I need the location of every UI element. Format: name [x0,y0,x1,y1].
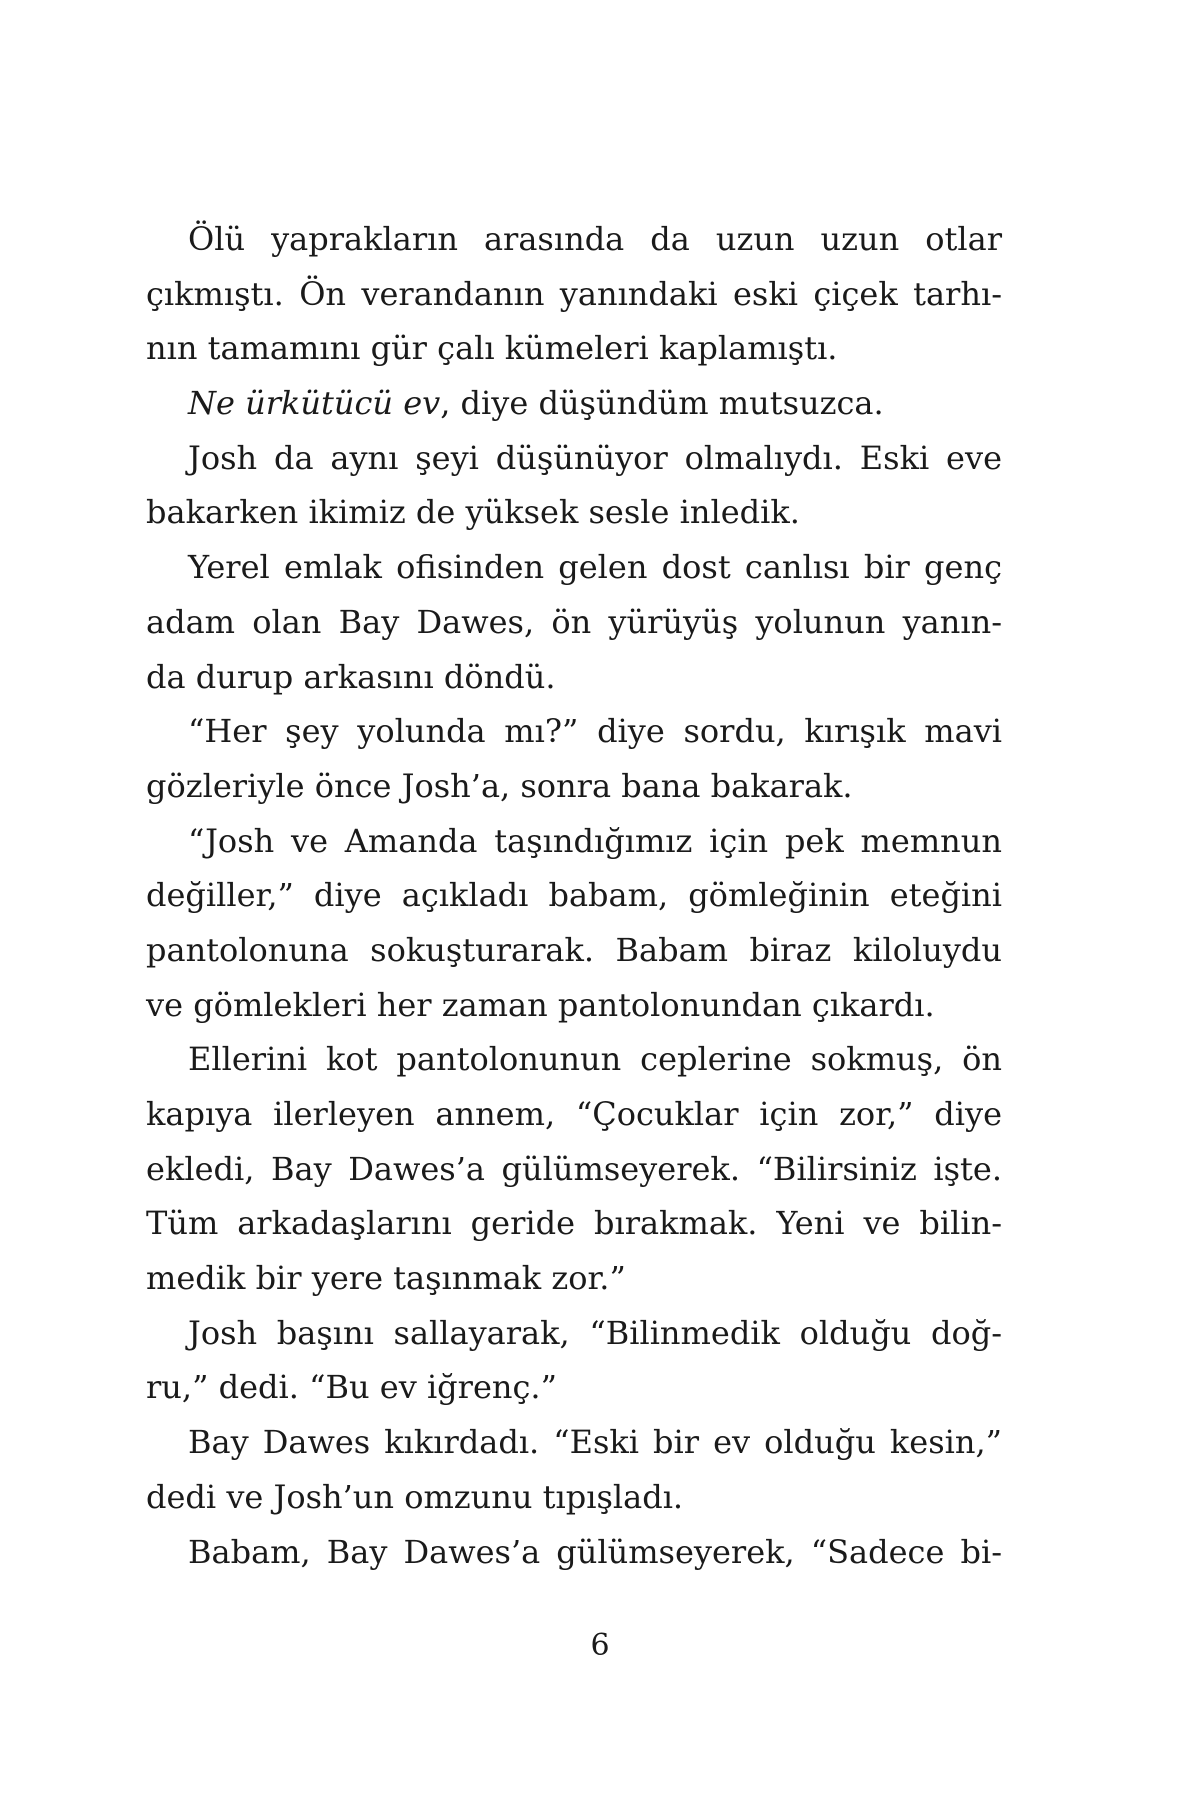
text-line: da durup arkasını döndü. [146,657,556,696]
text-line: dedi ve Josh’un omzunu tıpışladı. [146,1477,684,1516]
body-text [146,212,1002,1579]
text-line: Ellerini kot pantolonunun ceplerine sokmuş, ön [188,1040,1002,1079]
text-line: kapıya ilerleyen annem, “Çocuklar için zor,” diye [146,1095,1002,1133]
text-line: nın tamamını gür çalı kümeleri kaplamıştı. [146,329,838,368]
text-line: Babam, Bay Dawes’a gülümseyerek, “Sadece bi- [188,1532,1002,1571]
text-line: Josh da aynı şeyi düşünüyor olmalıydı. Eski eve [188,438,1002,477]
text-line: Josh başını sallayarak, “Bilinmedik olduğu doğ- [188,1313,1002,1352]
text-line: pantolonuna sokuşturarak. Babam biraz kiloluydu [146,930,1002,969]
text-line: Yerel emlak ofisinden gelen dost canlısı bir genç [188,548,1002,587]
text-line: bakarken ikimiz de yüksek sesle inledik. [146,493,800,532]
page-number: 6 [590,1628,610,1663]
text-line: Ölü yaprakların arasında da uzun uzun otlar [188,220,1002,258]
text-line: “Her şey yolunda mı?” diye sordu, kırışık mavi [188,712,1002,751]
text-line: Bay Dawes kıkırdadı. “Eski bir ev olduğu kesin,” [188,1423,1002,1462]
text-line [146,376,1002,431]
text-fragment: , diye düşündüm mutsuzca. [440,384,884,423]
text-line: ru,” dedi. “Bu ev iğrenç.” [146,1368,557,1407]
text-line: ekledi, Bay Dawes’a gülümseyerek. “Bilirsiniz işte. [146,1149,1002,1188]
text-line: gözleriyle önce Josh’a, sonra bana bakarak. [146,766,853,805]
text-line: Tüm arkadaşlarını geride bırakmak. Yeni ve bilin- [146,1204,1002,1243]
text-line: çıkmıştı. Ön verandanın yanındaki eski çiçek tarhı- [146,274,1002,313]
text-line: ve gömlekleri her zaman pantolonundan çıkardı. [146,985,935,1024]
text-line: adam olan Bay Dawes, ön yürüyüş yolunun yanın- [146,602,1002,641]
text-line: değiller,” diye açıkladı babam, gömleğinin eteğini [146,876,1002,915]
text-line: “Josh ve Amanda taşındığımız için pek memnun [188,821,1002,860]
text-line: medik bir yere taşınmak zor.” [146,1259,626,1298]
italic-phrase: Ne ürkütücü ev [188,384,441,423]
